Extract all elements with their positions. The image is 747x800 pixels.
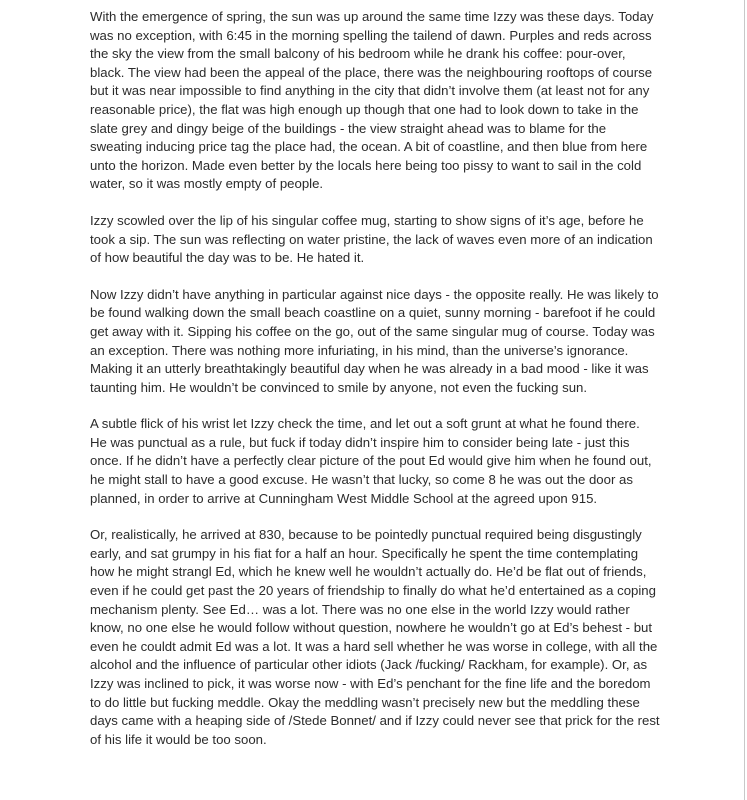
paragraph-3: Now Izzy didn’t have anything in particular against nice days - the opposite really. He was likely to be found walking down the small beach coastline on a quiet, sunny morning - barefoot if he could get away with it. Sipping his coffee on the go, out of the same singular mug of course. Today was an exception. There was nothing more infuriating, in his mind, than the universe’s ignorance. Making it an utterly breathtakingly beautiful day when he was already in a bad mood - like it was taunting him. He wouldn’t be convinced to smile by anyone, not even the fucking sun. [90, 286, 659, 395]
paragraph-4: A subtle flick of his wrist let Izzy check the time, and let out a soft grunt at what he found there. He was punctual as a rule, but fuck if today didn’t inspire him to consider being late - just this once. If he didn’t have a perfectly clear picture of the pout Ed would give him when he found out, he might stall to have a good excuse. He wasn’t that lucky, so come 8 he was out the door as planned, in order to arrive at Cunningham West Middle School at the agreed upon 915. [90, 416, 652, 506]
paragraph-2: Izzy scowled over the lip of his singular coffee mug, starting to show signs of it’s age, before he took a sip. The sun was reflecting on water pristine, the lack of waves even more of an indication of how beautiful the day was to be. He hated it. [90, 212, 653, 266]
paragraph-5: Or, realistically, he arrived at 830, because to be pointedly punctual required being disgustingly early, and sat grumpy in his fiat for a half an hour. Specifically he spent the time contemplating how he might strangl Ed, which he knew well he wouldn’t actually do. He’d be flat out of friends, even if he could get past the 20 years of friendship to finally do what he’d entertained as a coping mechanism plenty. See Ed… was a lot. There was no one else in the world Izzy would rather know, no one else he would follow without question, nowhere he wouldn’t go at Ed’s behest - but even he couldt admit Ed was a lot. It was a hard sell whether he was worse in college, with all the alcohol and the influence of particular other idiots (Jack /fucking/ Rackham, for example). Or, as Izzy was inclined to pick, it was worse now - with Ed’s penchant for the fine life and the boredom to do little but fucking meddle. Okay the meddling wasn’t precisely new but the meddling these days came with a heaping side of /Stede Bonnet/ and if Izzy could never see that prick for the rest of his life it would be too soon. [90, 527, 660, 747]
paragraph-1: With the emergence of spring, the sun was up around the same time Izzy was these days. Today was no exception, with 6:45 in the morning spelling the tailend of dawn. Purples and reds across the sky the view from the small balcony of his bedroom while he drank his coffee: pour-over, black. The view had been the appeal of the place, there was the neighbouring rooftops of course but it was near impossible to find anything in the city that didn’t involve them (at least not for any reasonable price), the flat was high enough up though that one had to look down to take in the slate grey and dingy beige of the buildings - the view straight ahead was to blame for the sweating inducing price tag the place had, the ocean. A bit of coastline, and then blue from here unto the horizon. Made even better by the locals here being too pissy to want to sail in the cold water, so it was mostly empty of people. [90, 9, 654, 192]
document-body [90, 8, 660, 767]
